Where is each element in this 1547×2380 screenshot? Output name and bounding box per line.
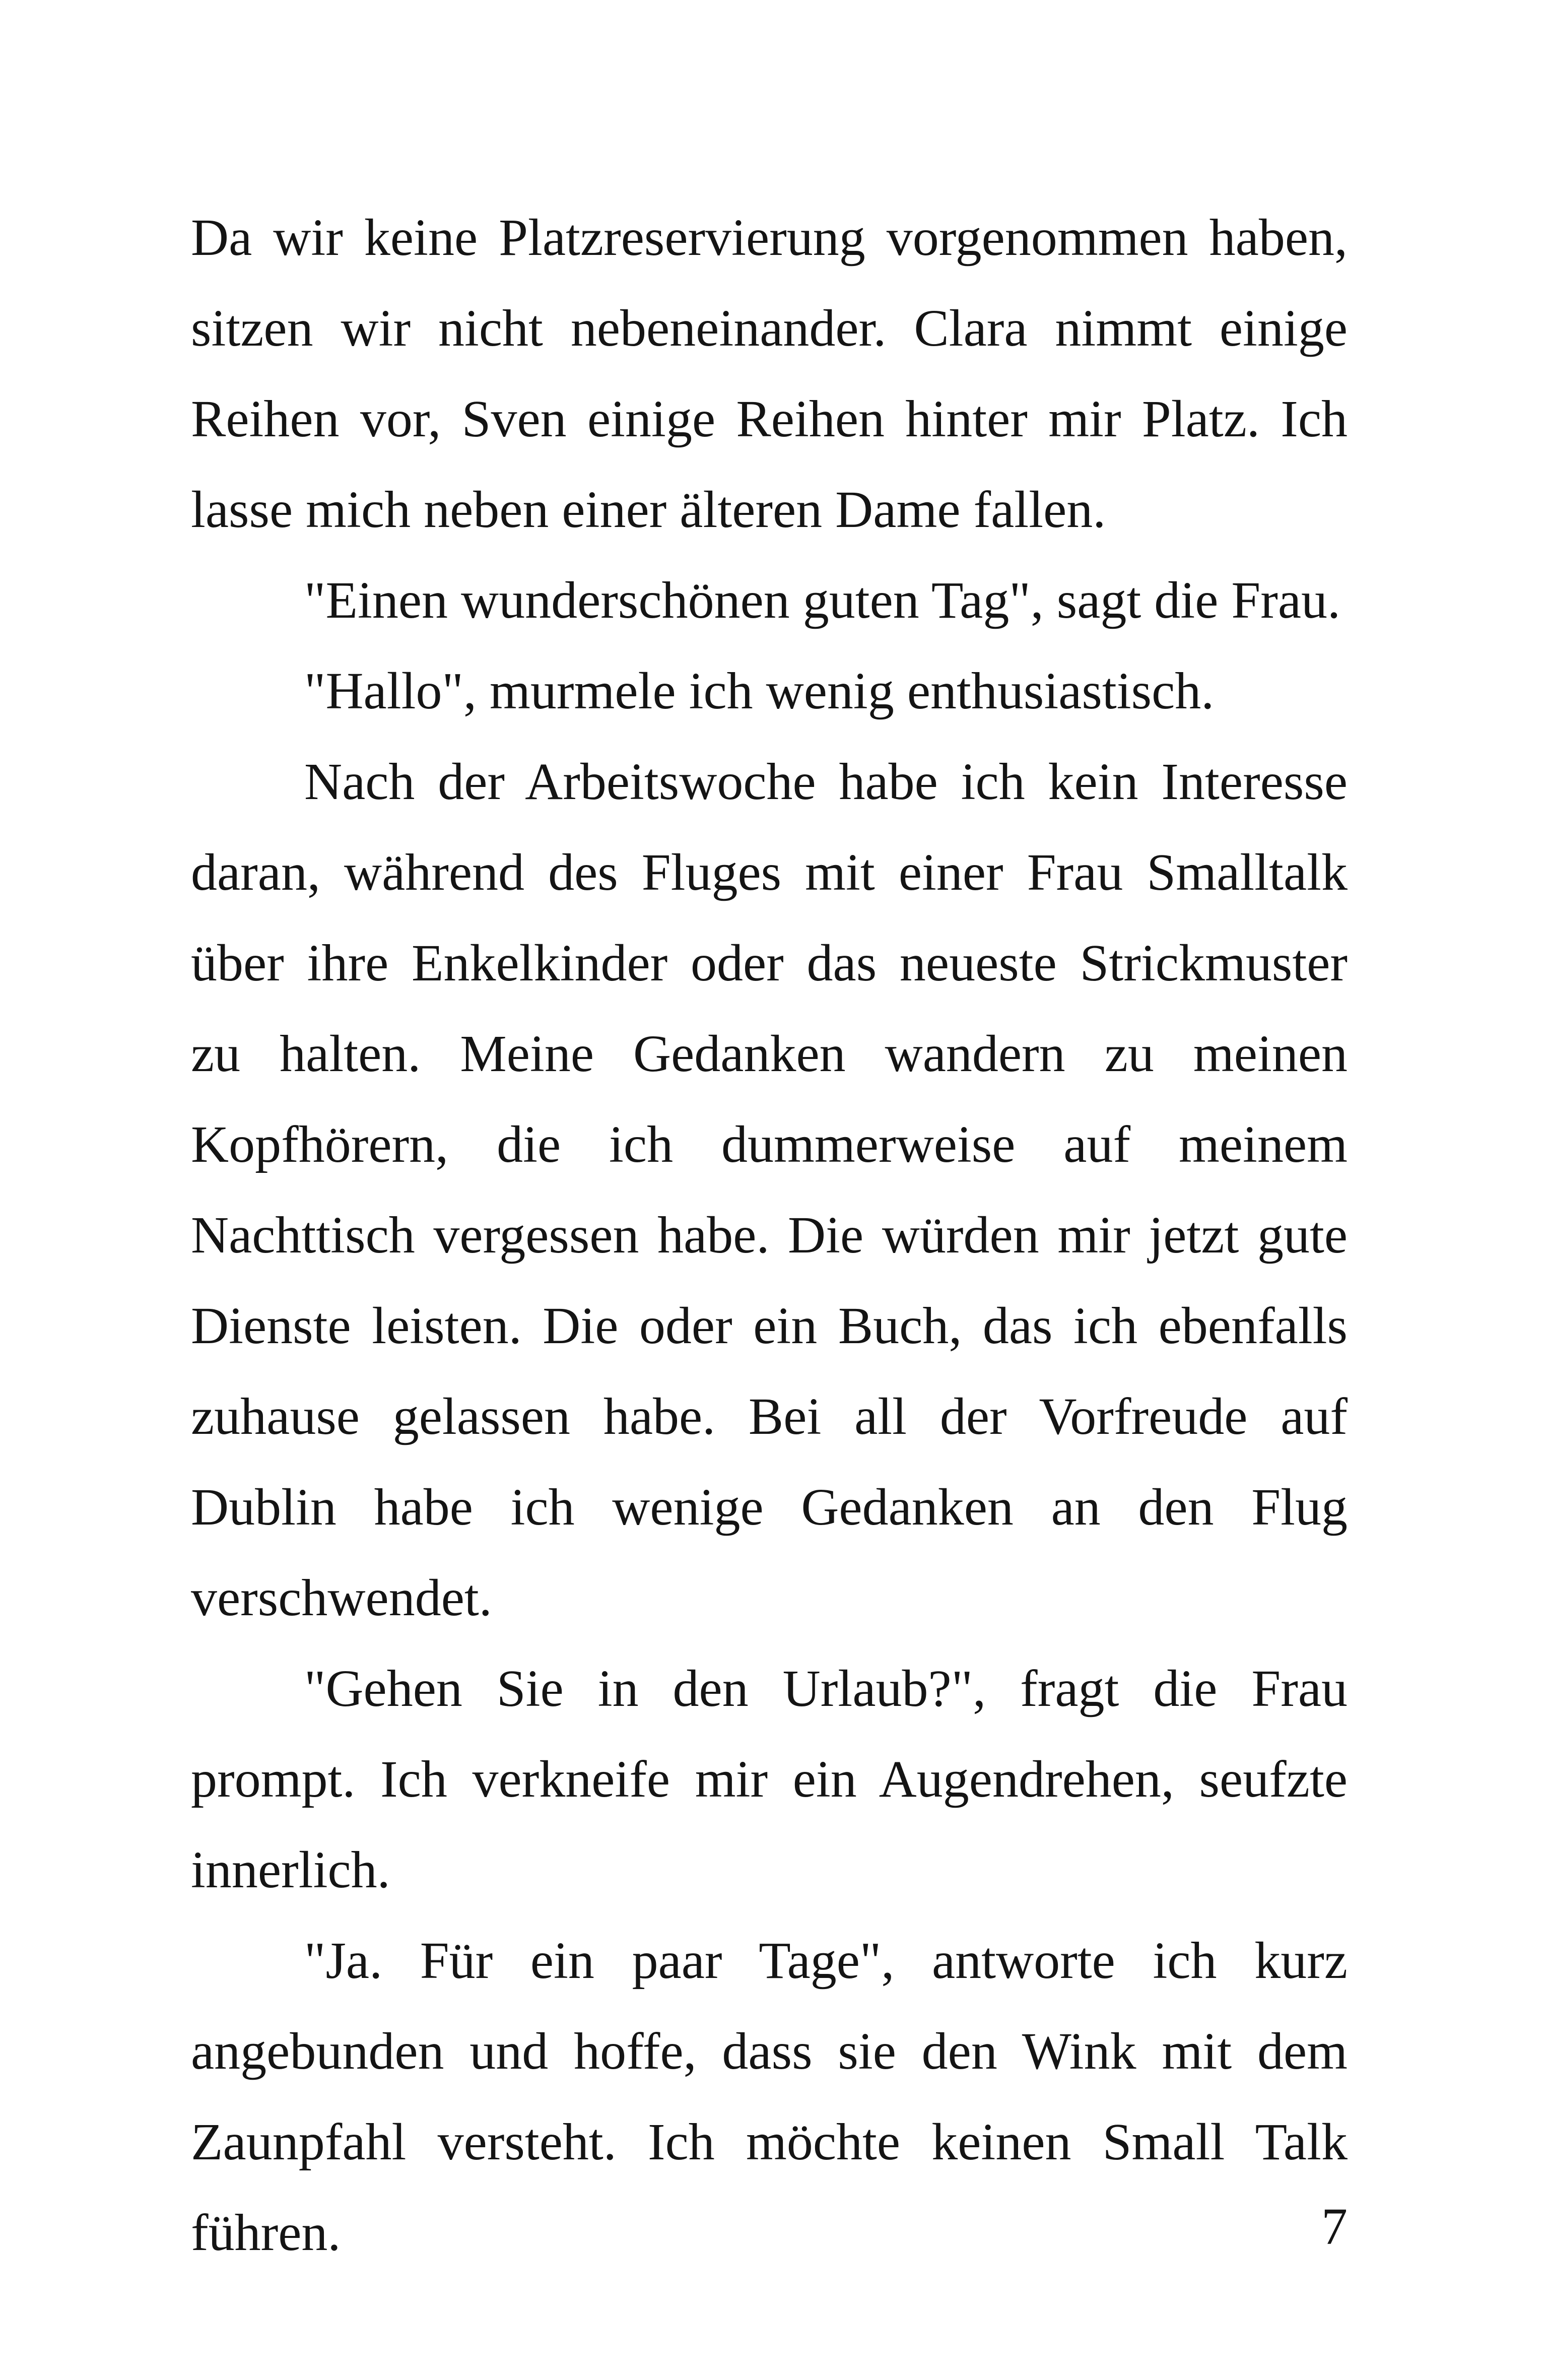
paragraph: "Einen wunderschönen guten Tag", sagt die Frau.	[304, 571, 1340, 629]
paragraph: Nach der Arbeitswoche habe ich kein Interesse daran, während des Fluges mit einer Frau Smalltalk über ihre Enkelkinder oder das neueste Strickmuster zu halten. Meine Gedanken wandern zu meinen Kopfhörern, die ich dummerweise auf meinem Nachttisch vergessen habe. Die würden mir jetzt gute Dienste leisten. Die oder ein Buch, das ich ebenfalls zuhause gelassen habe. Bei all der Vorfreude auf Dublin habe ich wenige Gedanken an den Flug verschwendet.	[191, 753, 1348, 1627]
paragraph: "Ja. Für ein paar Tage", antworte ich kurz angebunden und hoffe, dass sie den Wink mit dem Zaunpfahl versteht. Ich möchte keinen Small Talk führen.	[191, 1932, 1348, 2262]
body-text	[191, 192, 1348, 2278]
paragraph: Da wir keine Platzreservierung vorgenommen haben, sitzen wir nicht nebeneinander. Clara nimmt einige Reihen vor, Sven einige Reihen hinter mir Platz. Ich lasse mich neben einer älteren Dame fallen.	[191, 209, 1348, 539]
paragraph: "Gehen Sie in den Urlaub?", fragt die Frau prompt. Ich verkneife mir ein Augendrehen, seufzte innerlich.	[191, 1660, 1348, 1899]
paragraph: "Hallo", murmele ich wenig enthusiastisch.	[304, 662, 1215, 720]
page-number: 7	[1321, 2198, 1348, 2256]
